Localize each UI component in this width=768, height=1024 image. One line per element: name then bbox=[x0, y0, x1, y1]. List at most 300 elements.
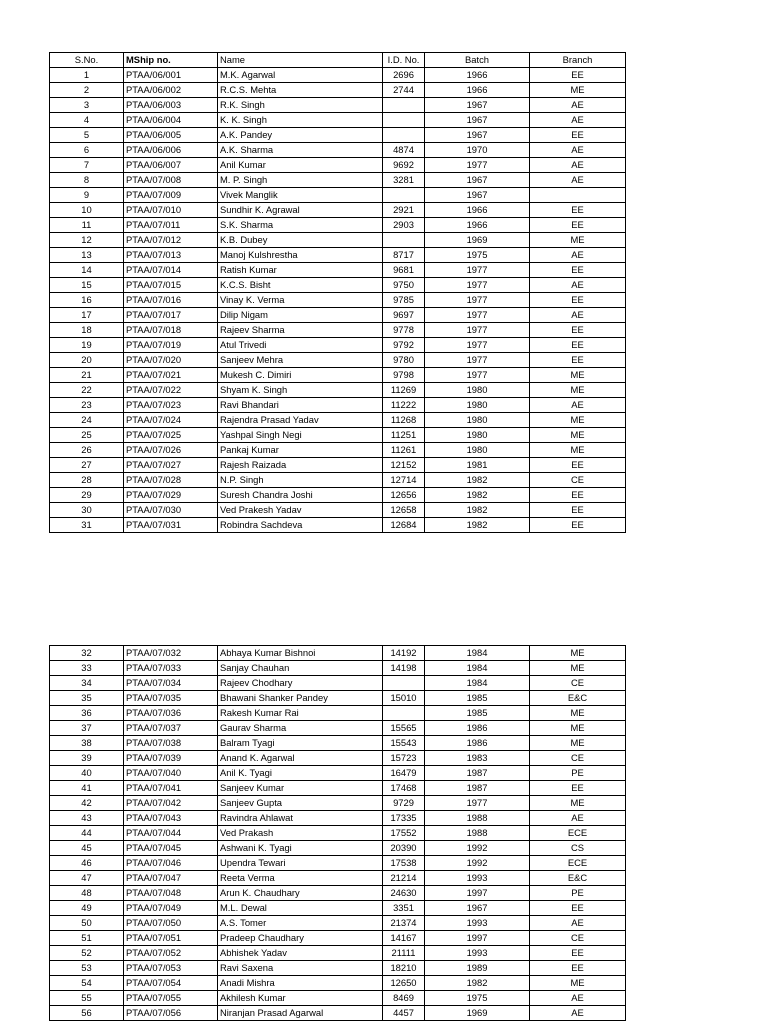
cell-name: Ravi Saxena bbox=[218, 961, 383, 976]
cell-id-no: 17552 bbox=[383, 826, 425, 841]
cell-mship-no: PTAA/07/050 bbox=[124, 916, 218, 931]
cell-sno: 41 bbox=[50, 781, 124, 796]
cell-mship-no: PTAA/07/027 bbox=[124, 458, 218, 473]
cell-mship-no: PTAA/06/003 bbox=[124, 98, 218, 113]
cell-batch: 1975 bbox=[425, 991, 530, 1006]
cell-branch: ME bbox=[530, 976, 626, 991]
cell-batch: 1975 bbox=[425, 248, 530, 263]
cell-id-no: 18210 bbox=[383, 961, 425, 976]
cell-mship-no: PTAA/07/046 bbox=[124, 856, 218, 871]
cell-id-no: 8469 bbox=[383, 991, 425, 1006]
cell-branch: PE bbox=[530, 886, 626, 901]
cell-name: Abhishek Yadav bbox=[218, 946, 383, 961]
cell-branch: ME bbox=[530, 661, 626, 676]
cell-branch: EE bbox=[530, 781, 626, 796]
cell-mship-no: PTAA/07/012 bbox=[124, 233, 218, 248]
cell-id-no: 12656 bbox=[383, 488, 425, 503]
cell-sno: 5 bbox=[50, 128, 124, 143]
cell-branch: ME bbox=[530, 706, 626, 721]
cell-id-no: 11222 bbox=[383, 398, 425, 413]
cell-batch: 1997 bbox=[425, 931, 530, 946]
header-mship: MShip no. bbox=[124, 53, 218, 68]
cell-branch: EE bbox=[530, 263, 626, 278]
cell-id-no: 14198 bbox=[383, 661, 425, 676]
cell-sno: 55 bbox=[50, 991, 124, 1006]
cell-batch: 1993 bbox=[425, 946, 530, 961]
cell-name: Ratish Kumar bbox=[218, 263, 383, 278]
cell-id-no: 9692 bbox=[383, 158, 425, 173]
table-row bbox=[50, 931, 626, 946]
cell-id-no: 11268 bbox=[383, 413, 425, 428]
cell-mship-no: PTAA/07/049 bbox=[124, 901, 218, 916]
cell-id-no: 9798 bbox=[383, 368, 425, 383]
cell-branch: AE bbox=[530, 248, 626, 263]
cell-branch: CE bbox=[530, 751, 626, 766]
table-row bbox=[50, 128, 626, 143]
cell-name: Sundhir K. Agrawal bbox=[218, 203, 383, 218]
cell-branch: AE bbox=[530, 143, 626, 158]
cell-sno: 9 bbox=[50, 188, 124, 203]
cell-id-no bbox=[383, 113, 425, 128]
table-row bbox=[50, 826, 626, 841]
cell-name: Vinay K. Verma bbox=[218, 293, 383, 308]
cell-mship-no: PTAA/07/015 bbox=[124, 278, 218, 293]
cell-branch bbox=[530, 188, 626, 203]
cell-id-no: 15010 bbox=[383, 691, 425, 706]
cell-name: Rajesh Raizada bbox=[218, 458, 383, 473]
cell-name: Yashpal Singh Negi bbox=[218, 428, 383, 443]
cell-name: Rajeev Chodhary bbox=[218, 676, 383, 691]
cell-branch: AE bbox=[530, 278, 626, 293]
cell-mship-no: PTAA/07/031 bbox=[124, 518, 218, 533]
cell-sno: 17 bbox=[50, 308, 124, 323]
cell-mship-no: PTAA/07/037 bbox=[124, 721, 218, 736]
table-row bbox=[50, 143, 626, 158]
cell-sno: 33 bbox=[50, 661, 124, 676]
cell-branch: PE bbox=[530, 766, 626, 781]
cell-sno: 4 bbox=[50, 113, 124, 128]
cell-id-no: 11261 bbox=[383, 443, 425, 458]
cell-name: Rajendra Prasad Yadav bbox=[218, 413, 383, 428]
cell-id-no: 8717 bbox=[383, 248, 425, 263]
cell-mship-no: PTAA/07/039 bbox=[124, 751, 218, 766]
cell-sno: 53 bbox=[50, 961, 124, 976]
table-row bbox=[50, 706, 626, 721]
header-name: Name bbox=[218, 53, 383, 68]
cell-mship-no: PTAA/07/028 bbox=[124, 473, 218, 488]
cell-sno: 7 bbox=[50, 158, 124, 173]
cell-mship-no: PTAA/07/020 bbox=[124, 353, 218, 368]
table-row bbox=[50, 691, 626, 706]
cell-name: R.C.S. Mehta bbox=[218, 83, 383, 98]
members-table-2 bbox=[49, 645, 626, 1021]
cell-branch: AE bbox=[530, 1006, 626, 1021]
table-row bbox=[50, 646, 626, 661]
cell-name: A.S. Tomer bbox=[218, 916, 383, 931]
cell-branch: ME bbox=[530, 646, 626, 661]
cell-branch: E&C bbox=[530, 691, 626, 706]
cell-branch: ME bbox=[530, 796, 626, 811]
cell-sno: 54 bbox=[50, 976, 124, 991]
cell-id-no: 20390 bbox=[383, 841, 425, 856]
cell-name: Abhaya Kumar Bishnoi bbox=[218, 646, 383, 661]
cell-sno: 18 bbox=[50, 323, 124, 338]
table-row bbox=[50, 518, 626, 533]
table-row bbox=[50, 736, 626, 751]
cell-batch: 1982 bbox=[425, 488, 530, 503]
cell-id-no bbox=[383, 706, 425, 721]
cell-batch: 1966 bbox=[425, 68, 530, 83]
cell-batch: 1977 bbox=[425, 158, 530, 173]
cell-batch: 1997 bbox=[425, 886, 530, 901]
table-row bbox=[50, 811, 626, 826]
cell-branch: ME bbox=[530, 83, 626, 98]
cell-id-no: 17335 bbox=[383, 811, 425, 826]
cell-mship-no: PTAA/06/007 bbox=[124, 158, 218, 173]
cell-id-no: 2921 bbox=[383, 203, 425, 218]
table-row bbox=[50, 188, 626, 203]
cell-sno: 26 bbox=[50, 443, 124, 458]
table-row bbox=[50, 233, 626, 248]
cell-id-no: 12714 bbox=[383, 473, 425, 488]
cell-name: Sanjeev Mehra bbox=[218, 353, 383, 368]
cell-name: Ravindra Ahlawat bbox=[218, 811, 383, 826]
cell-sno: 29 bbox=[50, 488, 124, 503]
table-row bbox=[50, 856, 626, 871]
cell-sno: 11 bbox=[50, 218, 124, 233]
cell-mship-no: PTAA/07/036 bbox=[124, 706, 218, 721]
table-row bbox=[50, 98, 626, 113]
table-row bbox=[50, 796, 626, 811]
cell-name: Sanjeev Gupta bbox=[218, 796, 383, 811]
table-row bbox=[50, 443, 626, 458]
table-row bbox=[50, 83, 626, 98]
table-row bbox=[50, 886, 626, 901]
cell-branch: ME bbox=[530, 383, 626, 398]
table-row bbox=[50, 308, 626, 323]
cell-id-no: 11251 bbox=[383, 428, 425, 443]
cell-batch: 1988 bbox=[425, 811, 530, 826]
cell-name: Ashwani K. Tyagi bbox=[218, 841, 383, 856]
cell-branch: EE bbox=[530, 293, 626, 308]
cell-sno: 19 bbox=[50, 338, 124, 353]
cell-name: Mukesh C. Dimiri bbox=[218, 368, 383, 383]
table-row bbox=[50, 503, 626, 518]
cell-name: Anil K. Tyagi bbox=[218, 766, 383, 781]
cell-batch: 1969 bbox=[425, 1006, 530, 1021]
table-row bbox=[50, 413, 626, 428]
cell-batch: 1993 bbox=[425, 916, 530, 931]
cell-name: Sanjay Chauhan bbox=[218, 661, 383, 676]
cell-mship-no: PTAA/07/011 bbox=[124, 218, 218, 233]
cell-sno: 43 bbox=[50, 811, 124, 826]
cell-name: A.K. Pandey bbox=[218, 128, 383, 143]
cell-branch: EE bbox=[530, 961, 626, 976]
cell-name: Atul Trivedi bbox=[218, 338, 383, 353]
cell-branch: ME bbox=[530, 736, 626, 751]
cell-batch: 1977 bbox=[425, 353, 530, 368]
cell-mship-no: PTAA/07/055 bbox=[124, 991, 218, 1006]
cell-batch: 1967 bbox=[425, 901, 530, 916]
cell-id-no: 24630 bbox=[383, 886, 425, 901]
cell-id-no: 17468 bbox=[383, 781, 425, 796]
cell-id-no bbox=[383, 98, 425, 113]
header-id: I.D. No. bbox=[383, 53, 425, 68]
cell-batch: 1977 bbox=[425, 323, 530, 338]
cell-branch: ECE bbox=[530, 856, 626, 871]
cell-name: Arun K. Chaudhary bbox=[218, 886, 383, 901]
cell-id-no: 21111 bbox=[383, 946, 425, 961]
cell-name: Ravi Bhandari bbox=[218, 398, 383, 413]
cell-batch: 1986 bbox=[425, 721, 530, 736]
cell-sno: 32 bbox=[50, 646, 124, 661]
cell-branch: EE bbox=[530, 338, 626, 353]
cell-id-no: 2744 bbox=[383, 83, 425, 98]
cell-batch: 1984 bbox=[425, 661, 530, 676]
cell-branch: AE bbox=[530, 173, 626, 188]
cell-mship-no: PTAA/07/043 bbox=[124, 811, 218, 826]
cell-sno: 12 bbox=[50, 233, 124, 248]
table-row bbox=[50, 338, 626, 353]
cell-sno: 46 bbox=[50, 856, 124, 871]
cell-mship-no: PTAA/07/045 bbox=[124, 841, 218, 856]
cell-id-no: 12684 bbox=[383, 518, 425, 533]
table-row bbox=[50, 248, 626, 263]
cell-mship-no: PTAA/07/047 bbox=[124, 871, 218, 886]
cell-branch: EE bbox=[530, 458, 626, 473]
cell-id-no: 2696 bbox=[383, 68, 425, 83]
table-row bbox=[50, 278, 626, 293]
cell-sno: 49 bbox=[50, 901, 124, 916]
cell-name: Anil Kumar bbox=[218, 158, 383, 173]
cell-sno: 37 bbox=[50, 721, 124, 736]
cell-name: K.C.S. Bisht bbox=[218, 278, 383, 293]
cell-name: Anadi Mishra bbox=[218, 976, 383, 991]
table-row bbox=[50, 68, 626, 83]
cell-name: Rajeev Sharma bbox=[218, 323, 383, 338]
cell-name: Shyam K. Singh bbox=[218, 383, 383, 398]
cell-sno: 45 bbox=[50, 841, 124, 856]
cell-name: A.K. Sharma bbox=[218, 143, 383, 158]
table-row bbox=[50, 458, 626, 473]
cell-mship-no: PTAA/07/042 bbox=[124, 796, 218, 811]
cell-id-no: 21374 bbox=[383, 916, 425, 931]
cell-name: Upendra Tewari bbox=[218, 856, 383, 871]
table-row bbox=[50, 428, 626, 443]
cell-id-no: 14167 bbox=[383, 931, 425, 946]
header-row bbox=[50, 53, 626, 68]
table-row bbox=[50, 721, 626, 736]
cell-batch: 1969 bbox=[425, 233, 530, 248]
cell-batch: 1982 bbox=[425, 976, 530, 991]
cell-sno: 22 bbox=[50, 383, 124, 398]
cell-id-no: 4874 bbox=[383, 143, 425, 158]
cell-id-no bbox=[383, 676, 425, 691]
table-row bbox=[50, 293, 626, 308]
cell-branch: CE bbox=[530, 931, 626, 946]
cell-batch: 1992 bbox=[425, 856, 530, 871]
cell-mship-no: PTAA/07/023 bbox=[124, 398, 218, 413]
cell-name: Bhawani Shanker Pandey bbox=[218, 691, 383, 706]
cell-branch: AE bbox=[530, 308, 626, 323]
cell-mship-no: PTAA/07/056 bbox=[124, 1006, 218, 1021]
cell-id-no: 9778 bbox=[383, 323, 425, 338]
cell-sno: 6 bbox=[50, 143, 124, 158]
cell-branch: AE bbox=[530, 991, 626, 1006]
table-row bbox=[50, 781, 626, 796]
cell-name: N.P. Singh bbox=[218, 473, 383, 488]
cell-sno: 15 bbox=[50, 278, 124, 293]
cell-batch: 1980 bbox=[425, 383, 530, 398]
cell-sno: 30 bbox=[50, 503, 124, 518]
cell-mship-no: PTAA/07/051 bbox=[124, 931, 218, 946]
cell-mship-no: PTAA/07/048 bbox=[124, 886, 218, 901]
cell-name: S.K. Sharma bbox=[218, 218, 383, 233]
cell-sno: 52 bbox=[50, 946, 124, 961]
members-table-1 bbox=[49, 52, 626, 533]
cell-name: Vivek Manglik bbox=[218, 188, 383, 203]
cell-id-no: 14192 bbox=[383, 646, 425, 661]
cell-branch: EE bbox=[530, 488, 626, 503]
cell-batch: 1982 bbox=[425, 503, 530, 518]
table-row bbox=[50, 173, 626, 188]
cell-sno: 39 bbox=[50, 751, 124, 766]
cell-batch: 1993 bbox=[425, 871, 530, 886]
cell-id-no: 9792 bbox=[383, 338, 425, 353]
cell-id-no: 15565 bbox=[383, 721, 425, 736]
cell-mship-no: PTAA/07/013 bbox=[124, 248, 218, 263]
cell-sno: 51 bbox=[50, 931, 124, 946]
table-row bbox=[50, 323, 626, 338]
cell-sno: 36 bbox=[50, 706, 124, 721]
cell-name: Manoj Kulshrestha bbox=[218, 248, 383, 263]
table-row bbox=[50, 766, 626, 781]
cell-sno: 56 bbox=[50, 1006, 124, 1021]
cell-branch: ME bbox=[530, 233, 626, 248]
cell-mship-no: PTAA/07/014 bbox=[124, 263, 218, 278]
cell-sno: 25 bbox=[50, 428, 124, 443]
cell-branch: EE bbox=[530, 218, 626, 233]
cell-mship-no: PTAA/07/035 bbox=[124, 691, 218, 706]
cell-mship-no: PTAA/06/006 bbox=[124, 143, 218, 158]
cell-sno: 31 bbox=[50, 518, 124, 533]
cell-sno: 27 bbox=[50, 458, 124, 473]
cell-sno: 1 bbox=[50, 68, 124, 83]
header-batch: Batch bbox=[425, 53, 530, 68]
cell-batch: 1977 bbox=[425, 338, 530, 353]
cell-mship-no: PTAA/07/054 bbox=[124, 976, 218, 991]
cell-mship-no: PTAA/07/034 bbox=[124, 676, 218, 691]
cell-batch: 1977 bbox=[425, 308, 530, 323]
cell-batch: 1992 bbox=[425, 841, 530, 856]
cell-id-no: 12650 bbox=[383, 976, 425, 991]
cell-batch: 1986 bbox=[425, 736, 530, 751]
cell-branch: EE bbox=[530, 323, 626, 338]
cell-id-no: 16479 bbox=[383, 766, 425, 781]
cell-branch: AE bbox=[530, 158, 626, 173]
cell-batch: 1967 bbox=[425, 173, 530, 188]
cell-id-no: 9681 bbox=[383, 263, 425, 278]
table-row bbox=[50, 661, 626, 676]
cell-batch: 1980 bbox=[425, 413, 530, 428]
cell-mship-no: PTAA/07/025 bbox=[124, 428, 218, 443]
table-row bbox=[50, 676, 626, 691]
cell-sno: 50 bbox=[50, 916, 124, 931]
cell-name: M.L. Dewal bbox=[218, 901, 383, 916]
cell-name: Ved Prakesh Yadav bbox=[218, 503, 383, 518]
cell-sno: 38 bbox=[50, 736, 124, 751]
cell-branch: ME bbox=[530, 368, 626, 383]
cell-mship-no: PTAA/07/008 bbox=[124, 173, 218, 188]
cell-id-no: 17538 bbox=[383, 856, 425, 871]
cell-batch: 1967 bbox=[425, 188, 530, 203]
cell-name: Rakesh Kumar Rai bbox=[218, 706, 383, 721]
cell-name: Pradeep Chaudhary bbox=[218, 931, 383, 946]
cell-branch: AE bbox=[530, 98, 626, 113]
cell-name: Sanjeev Kumar bbox=[218, 781, 383, 796]
cell-mship-no: PTAA/07/019 bbox=[124, 338, 218, 353]
cell-name: M. P. Singh bbox=[218, 173, 383, 188]
cell-id-no: 9750 bbox=[383, 278, 425, 293]
cell-batch: 1984 bbox=[425, 676, 530, 691]
cell-mship-no: PTAA/07/041 bbox=[124, 781, 218, 796]
cell-branch: ME bbox=[530, 443, 626, 458]
cell-id-no: 4457 bbox=[383, 1006, 425, 1021]
cell-branch: AE bbox=[530, 398, 626, 413]
cell-sno: 48 bbox=[50, 886, 124, 901]
cell-id-no: 15543 bbox=[383, 736, 425, 751]
cell-sno: 20 bbox=[50, 353, 124, 368]
table-row bbox=[50, 398, 626, 413]
table-row bbox=[50, 218, 626, 233]
cell-batch: 1985 bbox=[425, 706, 530, 721]
table-row bbox=[50, 841, 626, 856]
cell-id-no: 3351 bbox=[383, 901, 425, 916]
table-row bbox=[50, 113, 626, 128]
cell-branch: EE bbox=[530, 353, 626, 368]
cell-batch: 1988 bbox=[425, 826, 530, 841]
cell-batch: 1980 bbox=[425, 398, 530, 413]
table-row bbox=[50, 473, 626, 488]
cell-batch: 1980 bbox=[425, 443, 530, 458]
cell-id-no: 9785 bbox=[383, 293, 425, 308]
cell-id-no: 9729 bbox=[383, 796, 425, 811]
cell-name: Reeta Verma bbox=[218, 871, 383, 886]
cell-mship-no: PTAA/07/009 bbox=[124, 188, 218, 203]
cell-branch: AE bbox=[530, 916, 626, 931]
cell-id-no: 12658 bbox=[383, 503, 425, 518]
cell-name: Ved Prakash bbox=[218, 826, 383, 841]
cell-id-no bbox=[383, 233, 425, 248]
cell-batch: 1981 bbox=[425, 458, 530, 473]
table-row bbox=[50, 1006, 626, 1021]
cell-branch: ME bbox=[530, 413, 626, 428]
cell-name: Robindra Sachdeva bbox=[218, 518, 383, 533]
cell-mship-no: PTAA/07/053 bbox=[124, 961, 218, 976]
table-row bbox=[50, 916, 626, 931]
cell-batch: 1980 bbox=[425, 428, 530, 443]
cell-mship-no: PTAA/06/005 bbox=[124, 128, 218, 143]
cell-batch: 1966 bbox=[425, 203, 530, 218]
cell-name: Suresh Chandra Joshi bbox=[218, 488, 383, 503]
cell-batch: 1966 bbox=[425, 83, 530, 98]
cell-sno: 10 bbox=[50, 203, 124, 218]
table-row bbox=[50, 158, 626, 173]
cell-branch: EE bbox=[530, 203, 626, 218]
cell-sno: 28 bbox=[50, 473, 124, 488]
cell-sno: 21 bbox=[50, 368, 124, 383]
cell-branch: EE bbox=[530, 518, 626, 533]
